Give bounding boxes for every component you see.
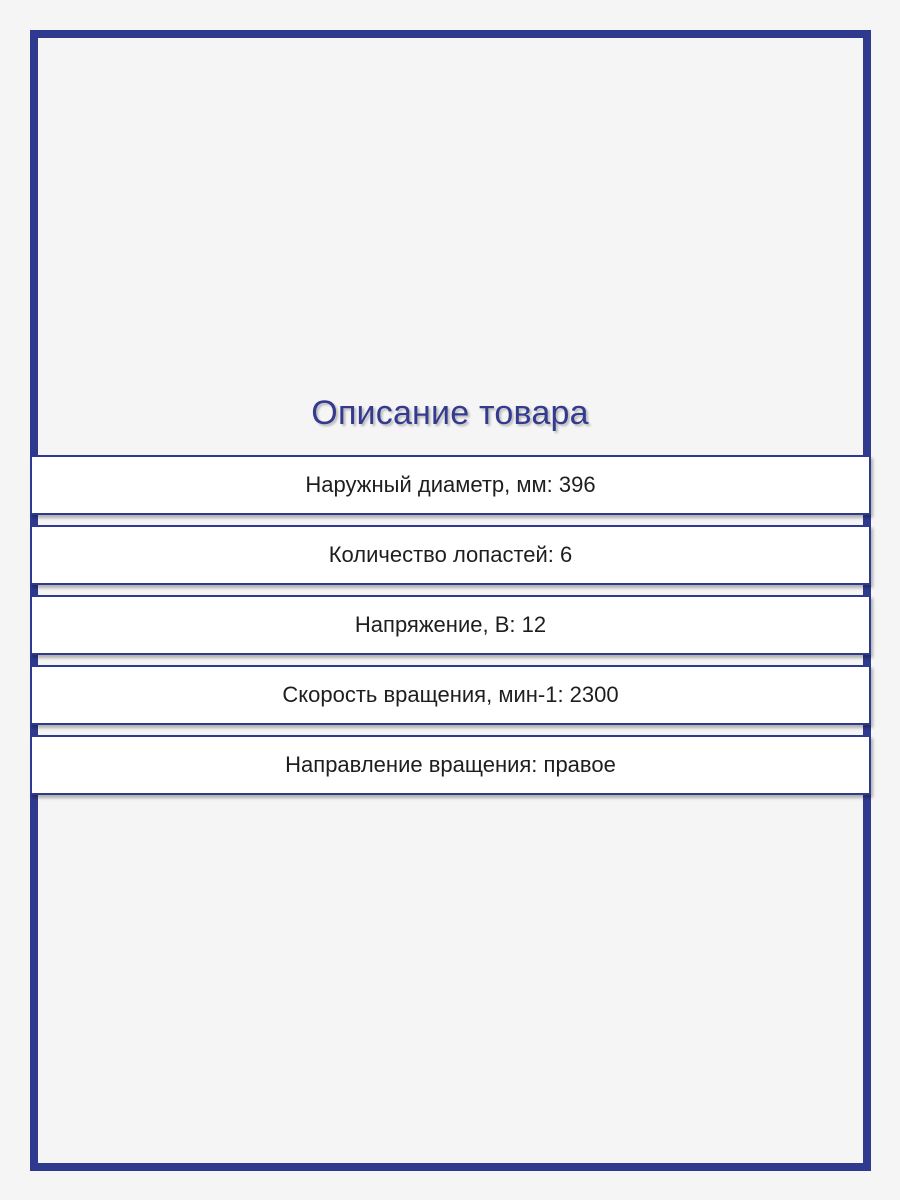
spec-list <box>30 455 871 805</box>
spec-row-rotation-direction: Направление вращения: правое <box>30 735 871 795</box>
spec-row-outer-diameter: Наружный диаметр, мм: 396 <box>30 455 871 515</box>
spec-row-rotation-speed: Скорость вращения, мин-1: 2300 <box>30 665 871 725</box>
spec-row-blade-count: Количество лопастей: 6 <box>30 525 871 585</box>
spec-row-voltage: Напряжение, В: 12 <box>30 595 871 655</box>
section-title: Описание товара <box>311 394 589 432</box>
